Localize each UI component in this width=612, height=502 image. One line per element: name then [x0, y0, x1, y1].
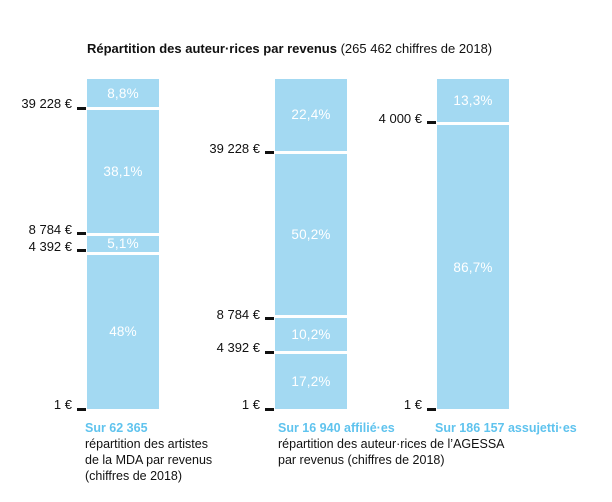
axis-tick-mark	[77, 408, 86, 411]
caption-agessa-affilies-total: Sur 16 940 affilié·es	[278, 421, 395, 435]
axis-tick-label-mda: 1 €	[53, 397, 72, 412]
axis-tick-mark	[265, 408, 274, 411]
stacked-bar-agessa-affilies	[275, 79, 347, 409]
stacked-bar-mda	[87, 79, 159, 409]
axis-tick-mark	[265, 351, 274, 354]
segment-percentage-label: 48%	[109, 324, 137, 340]
axis-tick-label-agessa-affilies: 8 784 €	[216, 306, 260, 322]
segment-percentage-label: 22,4%	[291, 107, 331, 123]
caption-agessa-assujettis	[435, 420, 577, 436]
axis-tick-mark	[427, 408, 436, 411]
bar-agessa-affilies-segment-3	[275, 315, 347, 351]
caption-mda-line-1: répartition des artistes	[85, 437, 208, 451]
axis-tick-label-mda: 4 392 €	[28, 238, 72, 254]
axis-tick-label-mda: 8 784 €	[28, 221, 72, 237]
axis-tick-label-agessa-affilies: 1 €	[241, 397, 260, 412]
bar-agessa-assujettis-segment-2	[437, 122, 509, 409]
caption-mda-total: Sur 62 365	[85, 421, 148, 435]
segment-percentage-label: 50,2%	[291, 226, 331, 242]
axis-tick-label-agessa-assujettis: 1 €	[403, 397, 422, 412]
axis-tick-label-agessa-affilies: 4 392 €	[216, 340, 260, 356]
bar-agessa-affilies-segment-2	[275, 151, 347, 315]
bar-agessa-affilies-segment-4	[275, 351, 347, 409]
axis-tick-mark	[77, 107, 86, 110]
axis-tick-mark	[427, 121, 436, 124]
caption-mda-line-3: (chiffres de 2018)	[85, 469, 183, 483]
bar-agessa-assujettis-segment-1	[437, 79, 509, 122]
bar-mda-segment-1	[87, 79, 159, 107]
axis-tick-mark	[77, 232, 86, 235]
axis-tick-label-agessa-assujettis: 4 000 €	[378, 110, 422, 126]
segment-percentage-label: 10,2%	[291, 326, 331, 342]
bar-mda-segment-2	[87, 107, 159, 232]
caption-mda-line-2: de la MDA par revenus	[85, 453, 213, 467]
axis-tick-mark	[265, 317, 274, 320]
chart-title-suffix: (265 462 chiffres de 2018)	[336, 41, 493, 56]
segment-percentage-label: 17,2%	[291, 373, 331, 389]
segment-percentage-label: 86,7%	[453, 259, 493, 275]
bar-mda-segment-3	[87, 233, 159, 252]
axis-tick-mark	[265, 151, 274, 154]
axis-tick-mark	[77, 249, 86, 252]
bar-agessa-affilies-segment-1	[275, 79, 347, 151]
axis-tick-label-mda: 39 228 €	[21, 96, 72, 112]
caption-agessa-line-1: répartition des auteur·rices de l’AGESSA	[278, 437, 505, 451]
segment-percentage-label: 13,3%	[453, 93, 493, 109]
segment-percentage-label: 5,1%	[107, 236, 139, 252]
segment-percentage-label: 38,1%	[103, 163, 143, 179]
caption-mda	[85, 420, 212, 484]
caption-agessa-line-2: par revenus (chiffres de 2018)	[278, 453, 445, 467]
caption-agessa-assujettis-total: Sur 186 157 assujetti·es	[435, 421, 577, 435]
stacked-bar-agessa-assujettis	[437, 79, 509, 409]
segment-percentage-label: 8,8%	[107, 85, 139, 101]
bar-mda-segment-4	[87, 252, 159, 409]
axis-tick-label-agessa-affilies: 39 228 €	[209, 140, 260, 156]
chart-title-main: Répartition des auteur·rices par revenus	[87, 41, 337, 56]
